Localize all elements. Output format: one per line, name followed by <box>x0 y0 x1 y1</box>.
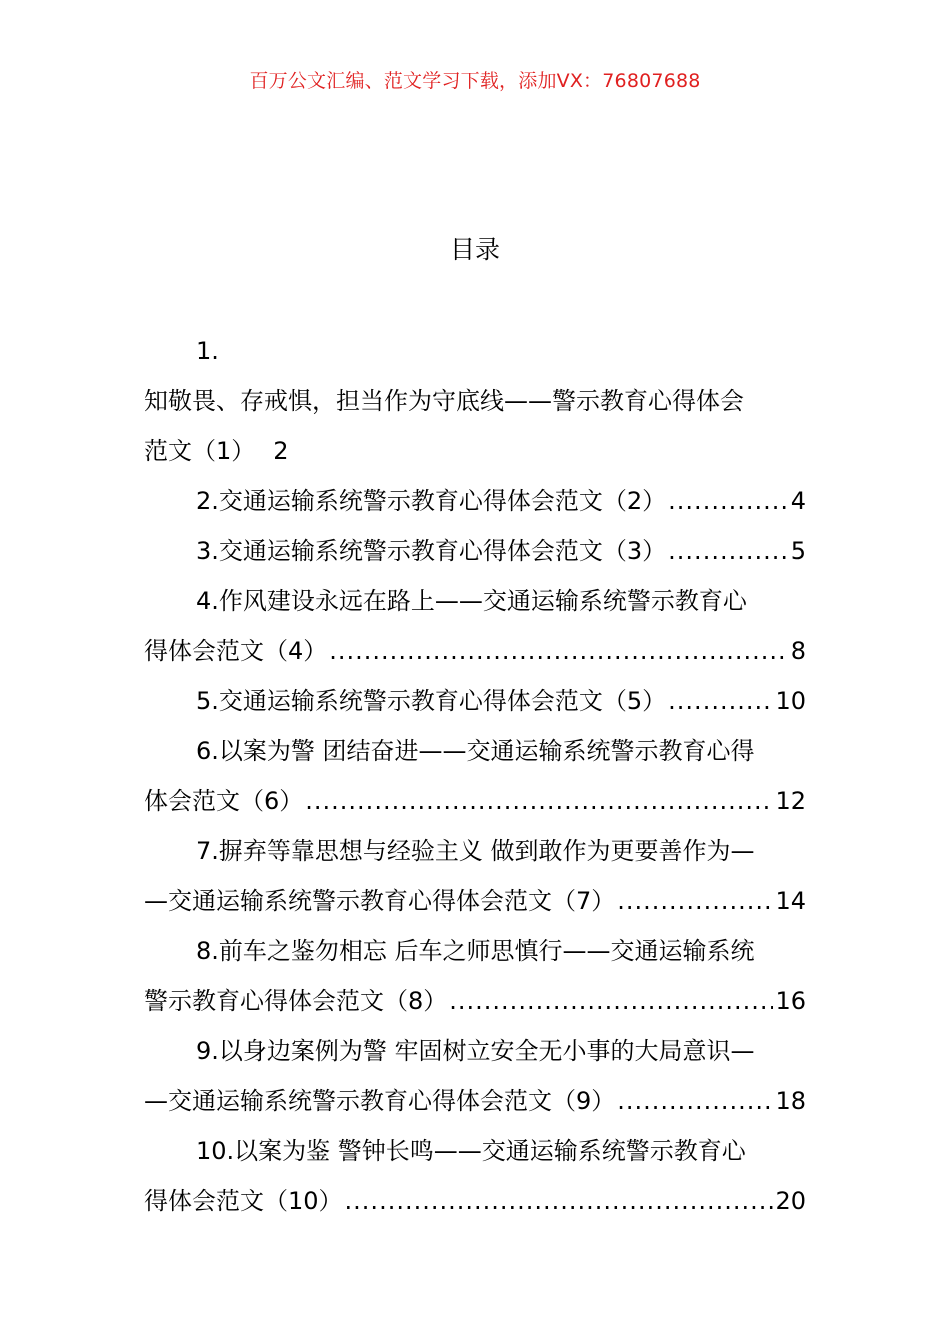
toc-entry-4-leader <box>329 626 788 676</box>
toc-entry-2-leader <box>668 476 789 526</box>
toc-entry-5-title: 5.交通运输系统警示教育心得体会范文（5） <box>196 687 667 715</box>
toc-entry-5-page: 10 <box>775 687 806 715</box>
toc-entry-1-page: 2 <box>273 437 289 465</box>
toc-entry-4-line-2[interactable] <box>144 626 806 676</box>
toc-entry-10-line-1[interactable] <box>144 1126 806 1176</box>
toc-entry-3-leader <box>668 526 789 576</box>
toc-entry-9-title-cont: —交通运输系统警示教育心得体会范文（9） <box>144 1087 616 1115</box>
toc-entry-10-leader <box>345 1176 774 1226</box>
toc-entry-7-leader <box>617 876 773 926</box>
toc-entry-8-title: 8.前车之鉴勿相忘 后车之师思慎行——交通运输系统 <box>196 937 755 965</box>
toc-entry-7-line-1[interactable] <box>144 826 806 876</box>
toc-entry-8-title-cont: 警示教育心得体会范文（8） <box>144 987 448 1015</box>
toc-entry-4-title-cont: 得体会范文（4） <box>144 637 328 665</box>
toc-entry-10-page: 20 <box>775 1187 806 1215</box>
toc-entry-4-page: 8 <box>790 637 806 665</box>
toc-entry-1-title-cont: 范文（1） <box>144 437 256 465</box>
toc-title: 目录 <box>449 235 500 264</box>
toc-entry-9-leader <box>617 1076 773 1126</box>
toc-entry-6-page: 12 <box>775 787 806 815</box>
toc-entry-9-line-2[interactable] <box>144 1076 806 1126</box>
toc-entry-6-leader <box>305 776 773 826</box>
toc-entry-1-line-3[interactable] <box>144 426 806 476</box>
toc-entry-7-page: 14 <box>775 887 806 915</box>
toc-entry-1-number: 1. <box>196 337 219 365</box>
toc-entry-10-line-2[interactable] <box>144 1176 806 1226</box>
toc-entry-1-line-2[interactable] <box>144 376 806 426</box>
toc-entry-5-leader <box>668 676 773 726</box>
toc-entry-3[interactable] <box>144 526 806 576</box>
toc-entry-2-title: 2.交通运输系统警示教育心得体会范文（2） <box>196 487 667 515</box>
table-of-contents <box>144 326 806 1226</box>
toc-entry-9-page: 18 <box>775 1087 806 1115</box>
toc-entry-3-title: 3.交通运输系统警示教育心得体会范文（3） <box>196 537 667 565</box>
toc-entry-6-title: 6.以案为警 团结奋进——交通运输系统警示教育心得 <box>196 737 755 765</box>
toc-entry-2[interactable] <box>144 476 806 526</box>
toc-entry-10-title-cont: 得体会范文（10） <box>144 1187 343 1215</box>
toc-entry-6-line-2[interactable] <box>144 776 806 826</box>
toc-entry-9-line-1[interactable] <box>144 1026 806 1076</box>
toc-entry-10-title: 10.以案为鉴 警钟长鸣——交通运输系统警示教育心 <box>196 1137 746 1165</box>
toc-entry-6-title-cont: 体会范文（6） <box>144 787 304 815</box>
toc-entry-1-title: 知敬畏、存戒惧，担当作为守底线——警示教育心得体会 <box>144 387 744 415</box>
promo-header: 百万公文汇编、范文学习下载，添加VX：76807688 <box>249 70 701 92</box>
toc-entry-1-line-1[interactable] <box>144 326 806 376</box>
toc-entry-7-title-cont: —交通运输系统警示教育心得体会范文（7） <box>144 887 616 915</box>
toc-entry-2-page: 4 <box>790 487 806 515</box>
toc-entry-3-page: 5 <box>790 537 806 565</box>
toc-entry-8-line-2[interactable] <box>144 976 806 1026</box>
toc-entry-5[interactable] <box>144 676 806 726</box>
toc-entry-8-page: 16 <box>775 987 806 1015</box>
toc-entry-8-leader <box>449 976 773 1026</box>
toc-entry-4-line-1[interactable] <box>144 576 806 626</box>
toc-entry-8-line-1[interactable] <box>144 926 806 976</box>
toc-entry-7-title: 7.摒弃等靠思想与经验主义 做到敢作为更要善作为— <box>196 837 755 865</box>
toc-entry-6-line-1[interactable] <box>144 726 806 776</box>
toc-entry-7-line-2[interactable] <box>144 876 806 926</box>
toc-entry-4-title: 4.作风建设永远在路上——交通运输系统警示教育心 <box>196 587 747 615</box>
toc-entry-9-title: 9.以身边案例为警 牢固树立安全无小事的大局意识— <box>196 1037 755 1065</box>
